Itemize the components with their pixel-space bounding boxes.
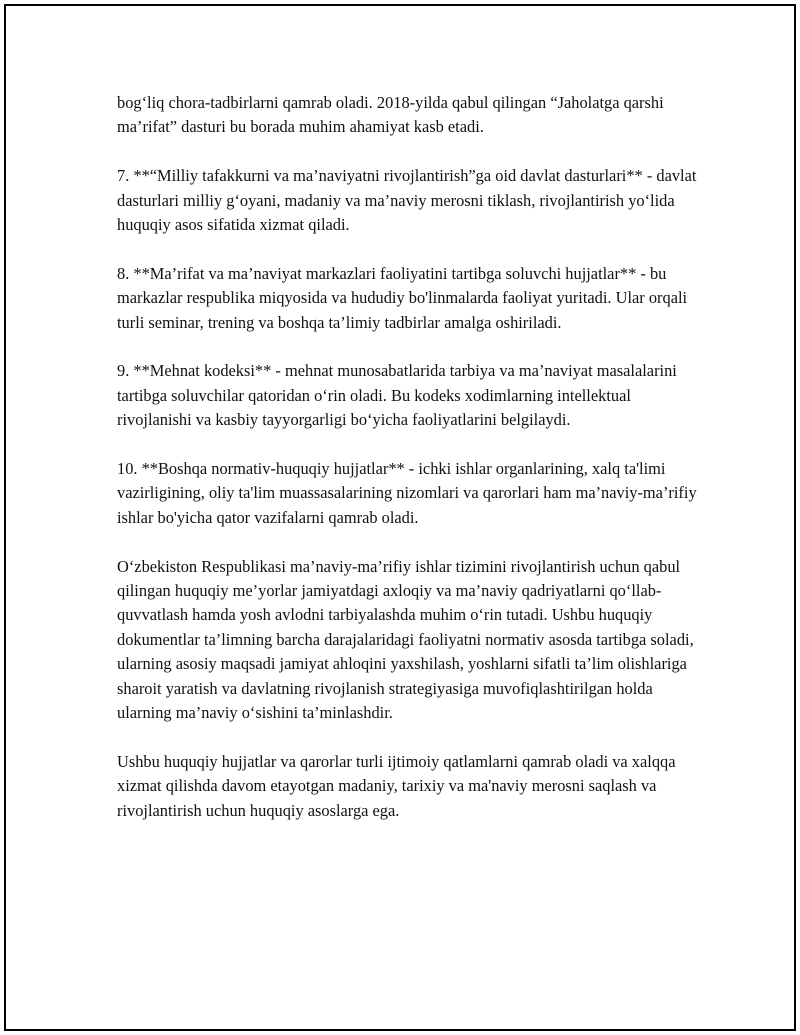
document-body: [117, 91, 697, 847]
paragraph-item-7: 7. **“Milliy tafakkurni va ma’naviyatni rivojlantirish”ga oid davlat dasturlari** - davlat dasturlari milliy g‘oyani, madaniy va ma’naviy merosni tiklash, rivojlantirish yo‘lida huquqiy asos sifatida xizmat qiladi.: [117, 166, 697, 235]
paragraph-intro-continuation: bog‘liq chora-tadbirlarni qamrab oladi. 2018-yilda qabul qilingan “Jaholatga qarshi ma’rifat” dasturi bu borada muhim ahamiyat kasb etadi.: [117, 93, 664, 137]
paragraph-conclusion: Ushbu huquqiy hujjatlar va qarorlar turli ijtimoiy qatlamlarni qamrab oladi va xalqqa xizmat qilishda davom etayotgan madaniy, tarixiy va ma'naviy merosni saqlash va rivojlantirish uchun huquqiy asoslarga ega.: [117, 751, 676, 820]
paragraph-item-9: 9. **Mehnat kodeksi** - mehnat munosabatlarida tarbiya va ma’naviyat masalalarini tartibga soluvchilar qatoridan o‘rin oladi. Bu kodeks xodimlarning intellektual rivojlanishi va kasbiy tayyorgarligi bo‘yicha faoliyatlarini belgilaydi.: [117, 361, 677, 430]
paragraph-item-10: 10. **Boshqa normativ-huquqiy hujjatlar** - ichki ishlar organlarining, xalq ta'limi vazirligining, oliy ta'lim muassasalarining nizomlari va qarorlari ham ma’naviy-ma’rifiy ishlar bo'yicha qator vazifalarni qamrab oladi.: [117, 459, 697, 527]
paragraph-summary: O‘zbekiston Respublikasi ma’naviy-ma’rifiy ishlar tizimini rivojlantirish uchun qabul qilingan huquqiy me’yorlar jamiyatdagi axloqiy va ma’naviy qadriyatlarni qo‘llab-quvvatlash hamda yosh avlodni tarbiyalashda muhim o‘rin tutadi. Ushbu huquqiy dokumentlar ta’limning barcha darajalaridagi faoliyatni normativ asosda tartibga soladi, ularning asosiy maqsadi jamiyat ahloqini yaxshilash, yoshlarni sifatli ta’lim olishlariga sharoit yaratish va davlatning rivojlanish strategiyasiga muvofiqlashtirilgan holda ularning ma’naviy o‘sishini ta’minlashdir.: [117, 556, 694, 723]
paragraph-item-8: 8. **Ma’rifat va ma’naviyat markazlari faoliyatini tartibga soluvchi hujjatlar** - bu markazlar respublika miqyosida va hududiy bo'linmalarda faoliyat yuritadi. Ular orqali turli seminar, trening va boshqa ta’limiy tadbirlar amalga oshiriladi.: [117, 263, 688, 332]
